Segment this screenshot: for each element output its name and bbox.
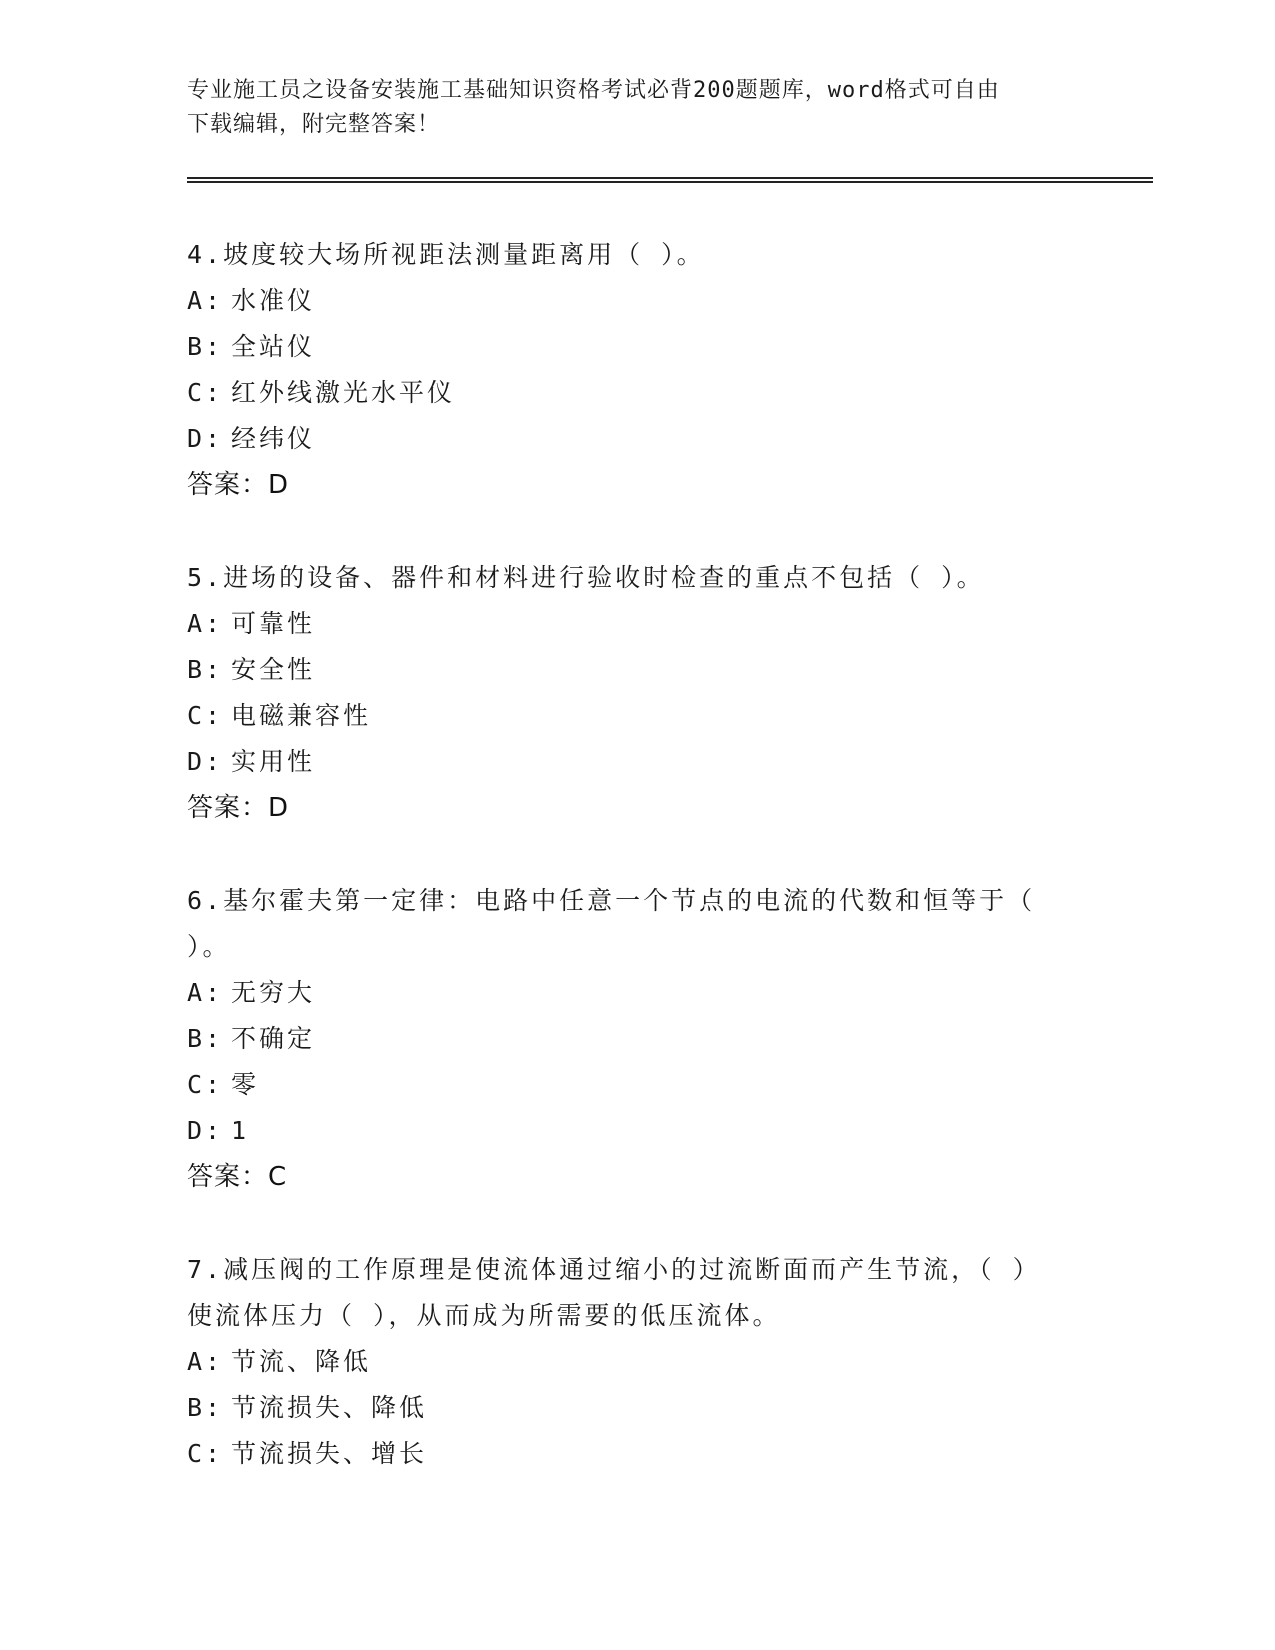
answer-text: 答案：D <box>187 793 290 823</box>
option-b <box>187 324 1087 370</box>
header-line-2: 下载编辑，附完整答案！ <box>187 112 441 137</box>
question-stem-continued: ）。 <box>187 932 231 961</box>
option-text: 可靠性 <box>231 609 316 638</box>
option-key: D: <box>187 424 224 453</box>
option-key: D: <box>187 747 224 776</box>
option-d <box>187 1108 1087 1154</box>
option-b <box>187 647 1087 693</box>
option-a <box>187 1339 1087 1385</box>
option-text: 红外线激光水平仪 <box>231 378 456 407</box>
option-key: A: <box>187 609 224 638</box>
option-c <box>187 693 1087 739</box>
question-stem: 7.减压阀的工作原理是使流体通过缩小的过流断面而产生节流，（ ） <box>187 1255 1041 1284</box>
option-b <box>187 1385 1087 1431</box>
option-key: A: <box>187 978 224 1007</box>
option-b <box>187 1016 1087 1062</box>
question-4 <box>187 232 1087 508</box>
question-stem: 4.坡度较大场所视距法测量距离用（ ）。 <box>187 240 705 269</box>
document-header <box>187 74 1067 142</box>
option-c <box>187 1431 1087 1477</box>
answer-text: 答案：D <box>187 470 290 500</box>
option-c <box>187 370 1087 416</box>
header-line-1: 专业施工员之设备安装施工基础知识资格考试必背200题题库，word格式可自由 <box>187 78 1000 103</box>
option-a <box>187 601 1087 647</box>
question-stem: 5.进场的设备、器件和材料进行验收时检查的重点不包括（ ）。 <box>187 563 985 592</box>
option-text: 无穷大 <box>231 978 316 1007</box>
option-text: 经纬仪 <box>231 424 316 453</box>
question-list <box>187 232 1087 1477</box>
option-key: A: <box>187 1347 224 1376</box>
option-text: 不确定 <box>231 1024 316 1053</box>
option-key: C: <box>187 701 224 730</box>
option-text: 水准仪 <box>231 286 316 315</box>
option-key: C: <box>187 1439 224 1468</box>
header-divider-top <box>187 177 1153 179</box>
option-text: 全站仪 <box>231 332 316 361</box>
option-key: B: <box>187 655 224 684</box>
option-d <box>187 739 1087 785</box>
question-6 <box>187 878 1087 1200</box>
option-a <box>187 278 1087 324</box>
question-7 <box>187 1247 1087 1477</box>
option-text: 零 <box>231 1070 260 1099</box>
option-key: B: <box>187 1024 224 1053</box>
option-text: 实用性 <box>231 747 316 776</box>
option-text: 安全性 <box>231 655 316 684</box>
option-text: 节流、降低 <box>231 1347 372 1376</box>
option-text: 电磁兼容性 <box>231 701 372 730</box>
option-text: 节流损失、增长 <box>231 1439 428 1468</box>
option-key: B: <box>187 1393 224 1422</box>
option-c <box>187 1062 1087 1108</box>
option-key: C: <box>187 378 224 407</box>
header-divider-bottom <box>187 181 1153 183</box>
option-text: 1 <box>231 1116 250 1145</box>
option-d <box>187 416 1087 462</box>
question-stem-continued: 使流体压力（ ），从而成为所需要的低压流体。 <box>187 1301 781 1330</box>
option-a <box>187 970 1087 1016</box>
option-text: 节流损失、降低 <box>231 1393 428 1422</box>
answer-text: 答案：C <box>187 1162 288 1192</box>
question-5 <box>187 555 1087 831</box>
option-key: D: <box>187 1116 224 1145</box>
option-key: B: <box>187 332 224 361</box>
option-key: C: <box>187 1070 224 1099</box>
option-key: A: <box>187 286 224 315</box>
question-stem: 6.基尔霍夫第一定律：电路中任意一个节点的电流的代数和恒等于（ <box>187 886 1036 915</box>
